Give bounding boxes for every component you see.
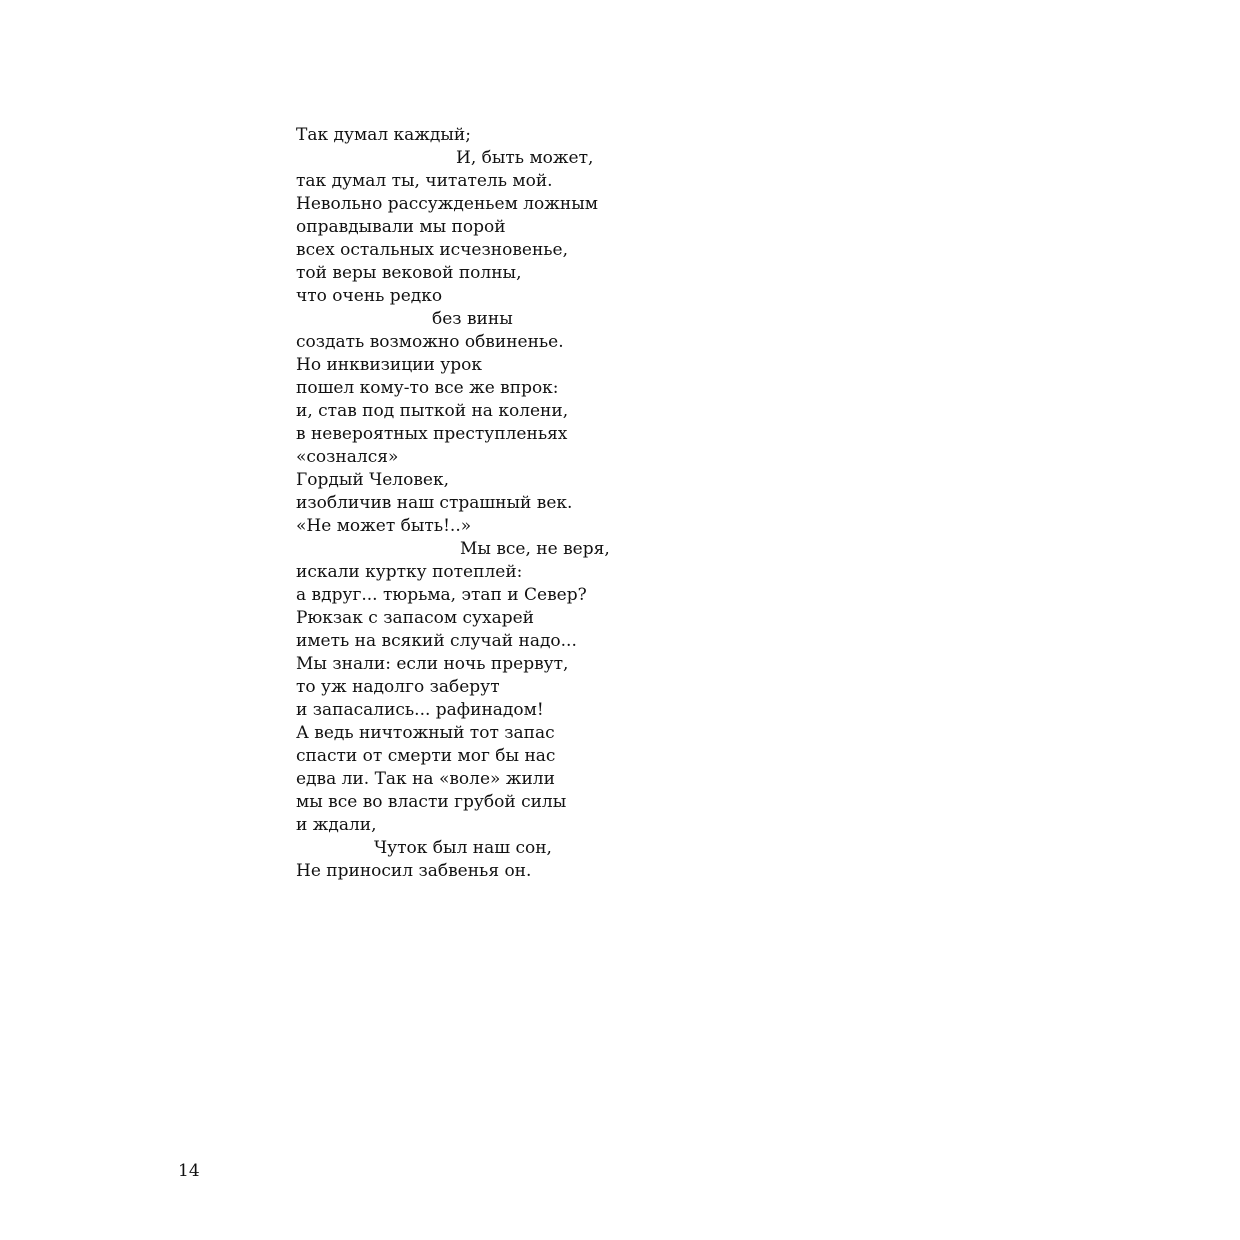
poem-line: и запасались... рафинадом! <box>296 700 544 720</box>
poem-line: всех остальных исчезновенье, <box>296 240 569 260</box>
poem-text <box>296 124 896 883</box>
page-number: 14 <box>178 1161 200 1181</box>
poem-line: И, быть может, <box>456 148 594 168</box>
poem-line: «сознался» <box>296 447 399 467</box>
poem-line: мы все во власти грубой силы <box>296 792 567 812</box>
poem-line: Мы знали: если ночь прервут, <box>296 654 569 674</box>
poem-line: оправдывали мы порой <box>296 217 506 237</box>
poem-line: пошел кому-то все же впрок: <box>296 378 559 398</box>
poem-line: едва ли. Так на «воле» жили <box>296 769 555 789</box>
poem-line: изобличив наш страшный век. <box>296 493 573 513</box>
poem-line: Мы все, не веря, <box>460 539 610 559</box>
poem-line: так думал ты, читатель мой. <box>296 171 553 191</box>
poem-line: и ждали, <box>296 815 377 835</box>
poem-line: той веры вековой полны, <box>296 263 522 283</box>
poem-line: без вины <box>432 309 513 329</box>
poem-line: в невероятных преступленьях <box>296 424 568 444</box>
poem-line: спасти от смерти мог бы нас <box>296 746 556 766</box>
poem-line: А ведь ничтожный тот запас <box>296 723 555 743</box>
poem-line: и, став под пыткой на колени, <box>296 401 569 421</box>
poem-line: Чуток был наш сон, <box>374 838 552 858</box>
poem-line: искали куртку потеплей: <box>296 562 523 582</box>
poem-line: Так думал каждый; <box>296 125 471 145</box>
poem-line: создать возможно обвиненье. <box>296 332 564 352</box>
poem-line: иметь на всякий случай надо... <box>296 631 577 651</box>
poem-line: «Не может быть!..» <box>296 516 472 536</box>
poem-line: что очень редко <box>296 286 443 306</box>
poem-line: а вдруг... тюрьма, этап и Север? <box>296 585 587 605</box>
poem-line: Но инквизиции урок <box>296 355 482 375</box>
poem-line: Гордый Человек, <box>296 470 449 490</box>
poem-line: Не приносил забвенья он. <box>296 861 532 881</box>
poem-line: то уж надолго заберут <box>296 677 500 697</box>
poem-line: Рюкзак с запасом сухарей <box>296 608 534 628</box>
poem-line: Невольно рассужденьем ложным <box>296 194 598 214</box>
